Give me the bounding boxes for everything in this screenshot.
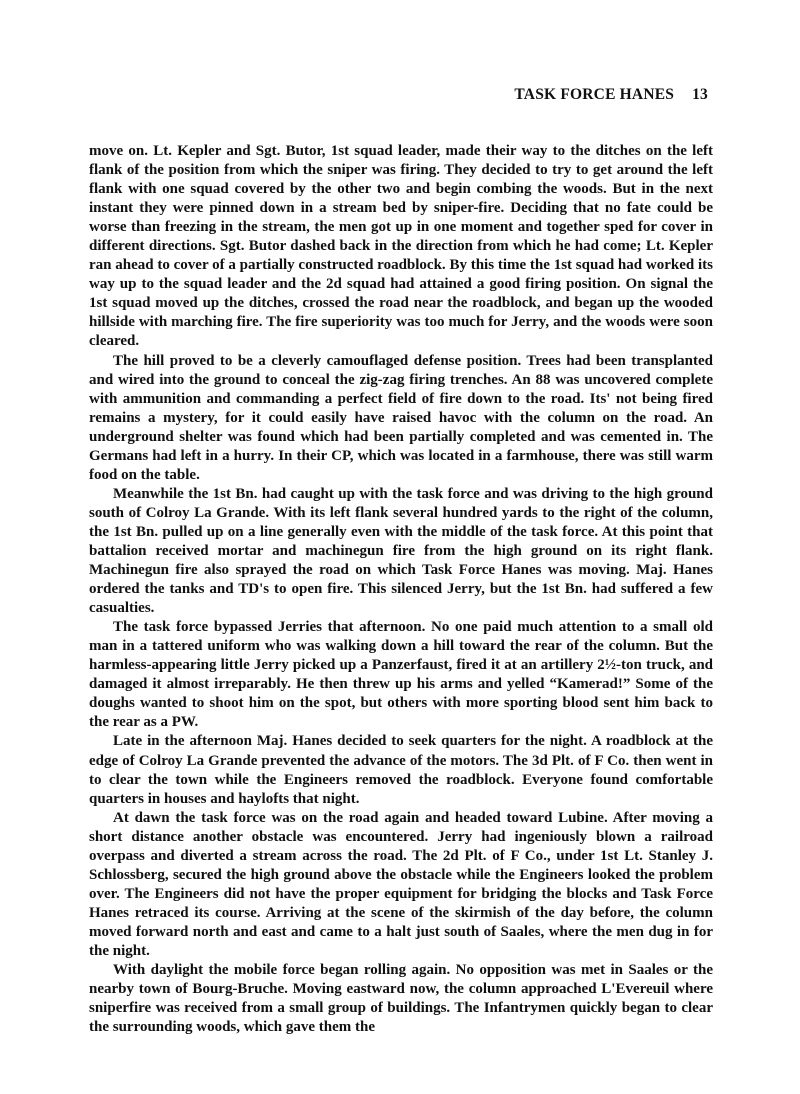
running-header	[514, 86, 708, 104]
paragraph: Late in the afternoon Maj. Hanes decided to seek quarters for the night. A roadblock at the edge of Colroy La Grande prevented the advance of the motors. The 3d Plt. of F Co. then went in to clear the town while the Engineers removed the roadblock. Everyone found comfortable quarters in houses and haylofts that night.	[89, 733, 713, 807]
paragraph: With daylight the mobile force began rolling again. No opposition was met in Saales or the nearby town of Bourg-Bruche. Moving eastward now, the column approached L'Evereuil where sniperfire was received from a small group of buildings. The Infantrymen quickly began to clear the surrounding woods, which gave them the	[89, 962, 713, 1036]
paragraph: At dawn the task force was on the road again and headed toward Lubine. After moving a short distance another obstacle was encountered. Jerry had ingeniously blown a railroad overpass and diverted a stream across the road. The 2d Plt. of F Co., under 1st Lt. Stanley J. Schlossberg, secured the high ground above the obstacle while the Engineers looked the problem over. The Engineers did not have the proper equipment for bridging the blocks and Task Force Hanes retraced its course. Arriving at the scene of the skirmish of the day before, the column moved forward north and east and came to a halt just south of Saales, where the men dug in for the night.	[89, 809, 713, 959]
page-number: 13	[692, 86, 708, 103]
paragraph: move on. Lt. Kepler and Sgt. Butor, 1st squad leader, made their way to the ditches on the left flank of the position from which the sniper was firing. They decided to try to get around the left flank with one squad covered by the other two and begin combing the woods. But in the next instant they were pinned down in a stream bed by sniper-fire. Deciding that no fate could be worse than freezing in the stream, the men got up in one moment and together sped for cover in different directions. Sgt. Butor dashed back in the direction from which he had come; Lt. Kepler ran ahead to cover of a partially constructed roadblock. By this time the 1st squad had worked its way up to the squad leader and the 2d squad had attained a good firing position. On signal the 1st squad moved up the ditches, crossed the road near the roadblock, and began up the wooded hillside with marching fire. The fire superiority was too much for Jerry, and the woods were soon cleared.	[89, 143, 713, 350]
body-text	[89, 142, 713, 1037]
paragraph: The task force bypassed Jerries that afternoon. No one paid much attention to a small old man in a tattered uniform who was walking down a hill toward the rear of the column. But the harmless-appearing little Jerry picked up a Panzerfaust, fired it at an artillery 2½-ton truck, and damaged it almost irreparably. He then threw up his arms and yelled “Kamerad!” Some of the doughs wanted to shoot him on the spot, but others with more sporting blood sent him back to the rear as a PW.	[89, 619, 713, 731]
running-header-title: TASK FORCE HANES	[514, 86, 675, 103]
paragraph: Meanwhile the 1st Bn. had caught up with the task force and was driving to the high ground south of Colroy La Grande. With its left flank several hundred yards to the right of the column, the 1st Bn. pulled up on a line generally even with the middle of the task force. At this point that battalion received mortar and machinegun fire from the high ground on its right flank. Machinegun fire also sprayed the road on which Task Force Hanes was moving. Maj. Hanes ordered the tanks and TD's to open fire. This silenced Jerry, but the 1st Bn. had suffered a few casualties.	[89, 485, 713, 617]
paragraph: The hill proved to be a cleverly camouflaged defense position. Trees had been transplanted and wired into the ground to conceal the zig-zag firing trenches. An 88 was uncovered complete with ammunition and commanding a perfect field of fire down to the road. Its' not being fired remains a mystery, for it could easily have raised havoc with the column on the road. An underground shelter was found which had been partially completed and was cemented in. The Germans had left in a hurry. In their CP, which was located in a farmhouse, there was still warm food on the table.	[89, 352, 713, 483]
